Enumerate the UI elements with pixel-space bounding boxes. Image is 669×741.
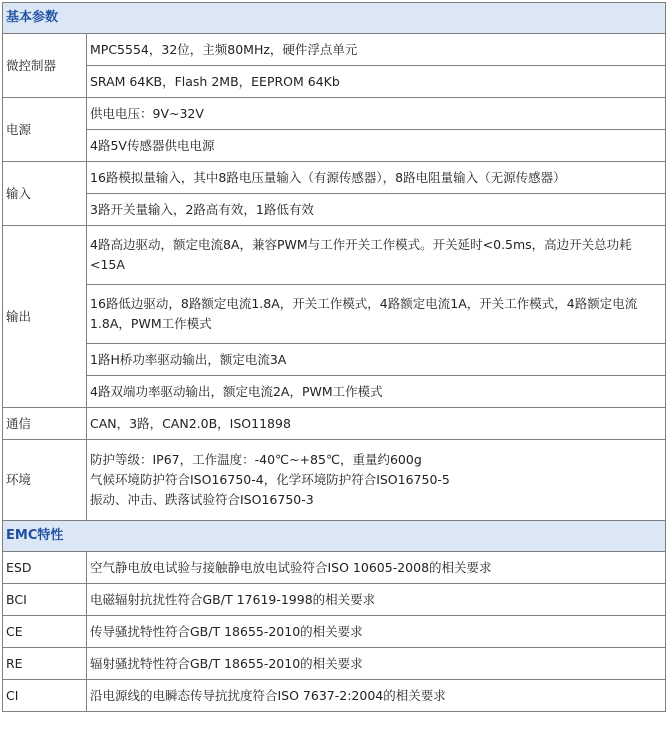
row-label-output: 输出	[3, 226, 87, 408]
row-value: MPC5554，32位，主频80MHz，硬件浮点单元	[87, 34, 666, 66]
spec-table	[2, 2, 666, 712]
row-value-environment	[87, 440, 666, 521]
table-row	[3, 344, 666, 376]
table-row	[3, 408, 666, 440]
row-value: 电磁辐射抗扰性符合GB/T 17619-1998的相关要求	[87, 584, 666, 616]
row-value: 3路开关量输入，2路高有效，1路低有效	[87, 194, 666, 226]
table-row	[3, 66, 666, 98]
row-value: 16路低边驱动，8路额定电流1.8A，开关工作模式，4路额定电流1A，开关工作模式，4路额定电流1.8A，PWM工作模式	[87, 285, 666, 344]
row-label-re: RE	[3, 648, 87, 680]
row-value: CAN，3路，CAN2.0B，ISO11898	[87, 408, 666, 440]
environment-line: 气候环境防护符合ISO16750-4，化学环境防护符合ISO16750-5	[90, 472, 450, 487]
row-label-ce: CE	[3, 616, 87, 648]
table-row	[3, 285, 666, 344]
row-value: 辐射骚扰特性符合GB/T 18655-2010的相关要求	[87, 648, 666, 680]
table-row	[3, 552, 666, 584]
table-row	[3, 162, 666, 194]
table-row	[3, 130, 666, 162]
table-row	[3, 98, 666, 130]
section-title-emc: EMC特性	[3, 521, 666, 552]
row-value: 4路5V传感器供电电源	[87, 130, 666, 162]
row-value: 供电电压：9V~32V	[87, 98, 666, 130]
table-row	[3, 194, 666, 226]
row-label-mcu: 微控制器	[3, 34, 87, 98]
row-value: 传导骚扰特性符合GB/T 18655-2010的相关要求	[87, 616, 666, 648]
table-row	[3, 440, 666, 521]
table-row	[3, 34, 666, 66]
row-value: 1路H桥功率驱动输出，额定电流3A	[87, 344, 666, 376]
row-label-comm: 通信	[3, 408, 87, 440]
table-row	[3, 226, 666, 285]
row-value: 空气静电放电试验与接触静电放电试验符合ISO 10605-2008的相关要求	[87, 552, 666, 584]
row-label-bci: BCI	[3, 584, 87, 616]
table-row	[3, 680, 666, 712]
environment-line: 防护等级：IP67，工作温度：-40℃~+85℃，重量约600g	[90, 452, 422, 467]
table-row	[3, 584, 666, 616]
section-header-row	[3, 3, 666, 34]
row-label-ci: CI	[3, 680, 87, 712]
row-label-esd: ESD	[3, 552, 87, 584]
section-title-basic: 基本参数	[3, 3, 666, 34]
section-header-row	[3, 521, 666, 552]
row-label-environment: 环境	[3, 440, 87, 521]
row-value: 4路双端功率驱动输出，额定电流2A，PWM工作模式	[87, 376, 666, 408]
row-value: 沿电源线的电瞬态传导抗扰度符合ISO 7637-2:2004的相关要求	[87, 680, 666, 712]
row-value: 16路模拟量输入，其中8路电压量输入（有源传感器），8路电阻量输入（无源传感器）	[87, 162, 666, 194]
environment-line: 振动、冲击、跌落试验符合ISO16750-3	[90, 492, 314, 507]
table-row	[3, 376, 666, 408]
row-value: 4路高边驱动，额定电流8A，兼容PWM与工作开关工作模式。开关延时<0.5ms，高边开关总功耗<15A	[87, 226, 666, 285]
row-label-power: 电源	[3, 98, 87, 162]
row-label-input: 输入	[3, 162, 87, 226]
row-value: SRAM 64KB，Flash 2MB，EEPROM 64Kb	[87, 66, 666, 98]
table-row	[3, 648, 666, 680]
table-row	[3, 616, 666, 648]
